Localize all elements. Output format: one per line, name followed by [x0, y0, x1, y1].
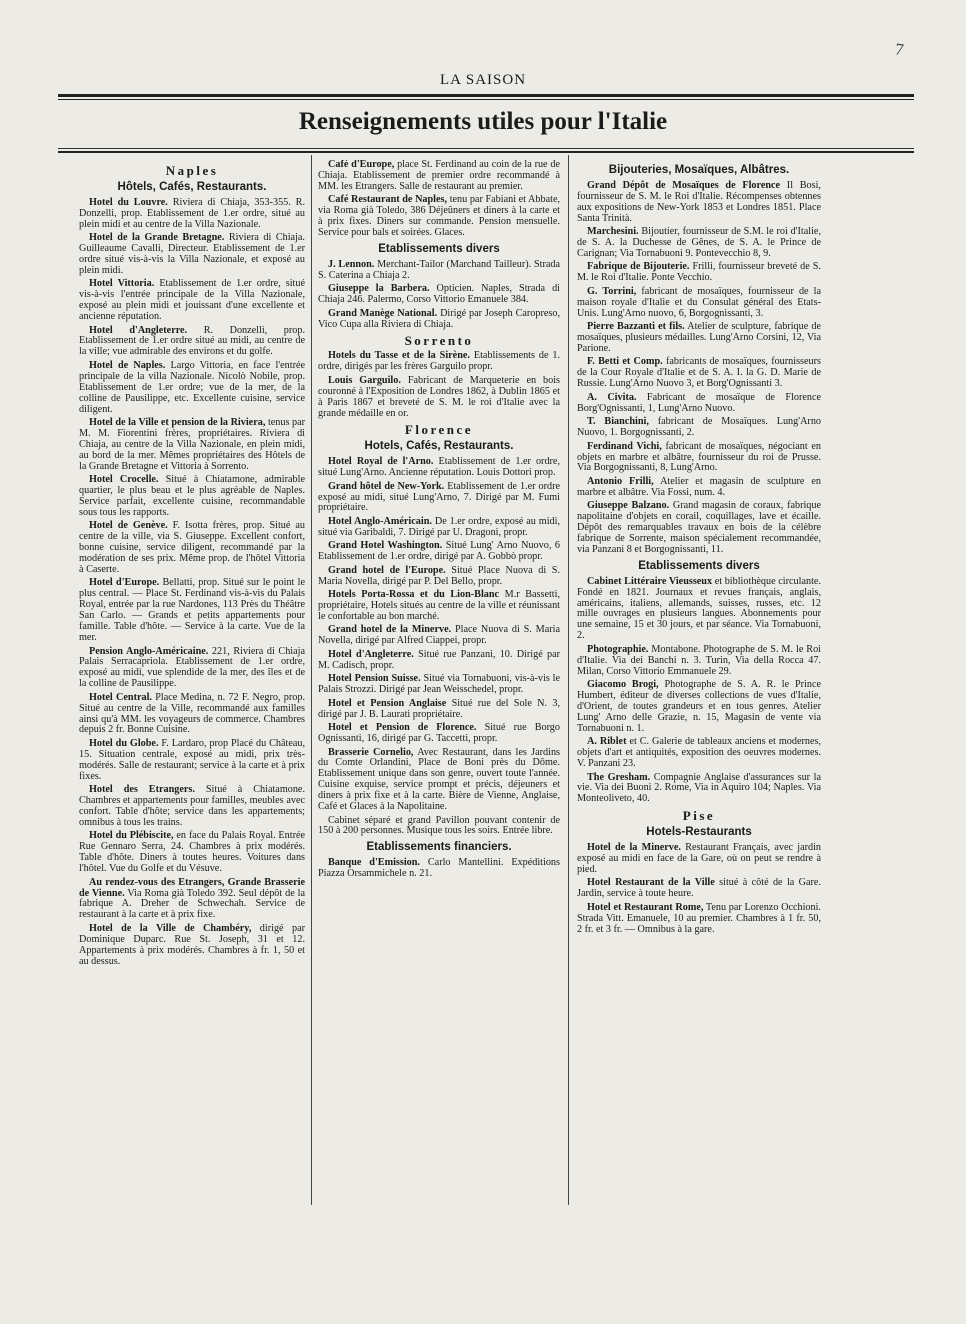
listing-text: F. Isotta frères, prop. Situé au centre de la ville, via S. Giuseppe. Excellent confort, bonne cuisine, service diligent, recommandé par la modération de ses prix. Même prop. de l'hôtel Vittoria à Caserte.: [79, 520, 305, 575]
listing-text: Situé à Chiatamone. Chambres et appartements pour familles, meubles avec confort. Table d'hôte; service dans les appartements; omnibus à tous les trains.: [79, 784, 305, 828]
listing-name: Hotel du Louvre.: [89, 196, 168, 208]
listing-entry: [79, 878, 305, 922]
listing-text: dirigé par Dominique Duparc. Rue St. Joseph, 31 et 12. Appartements à prix modérés. Chambres à fr. 1, 50 et au dessus.: [79, 922, 305, 967]
listing-name: Hotel de Naples.: [89, 359, 166, 371]
listing-name: Ferdinand Vichi,: [587, 440, 662, 452]
listing-name: Grand hôtel de New-York.: [328, 480, 445, 492]
listing-entry: [318, 284, 560, 306]
listing-name: Grand Manège National.: [328, 307, 438, 319]
listing-entry: [318, 260, 560, 282]
listing-entry: [577, 442, 821, 475]
listing-name: Hotel Restaurant de la Ville: [587, 877, 715, 889]
listing-name: Giuseppe Balzano.: [587, 500, 670, 512]
listing-text: fabricant de mosaïques, fournisseur de la maison royale d'Italie et du Consulat général des Etats-Unis. Lung'Arno nuovo, 6, Borgognissanti, 3.: [577, 285, 821, 319]
listing-text: fabricant de mosaïques, négociant en objets en marbre et albâtre, fournisseur du roi de Prusse. Via Borgognissanti, 8, Lung'Arno.: [577, 440, 821, 474]
listing-text: Fabricant de Marqueterie en bois couronné à l'Exposition de Londres 1862, à Dublin 1865 et à Paris 1867 et breveté de S. M. le roi d'Italie avec la grande médaille en or.: [318, 374, 560, 419]
listing-entry: [318, 858, 560, 880]
listing-entry: [79, 693, 305, 737]
listing-name: Banque d'Emission.: [328, 857, 420, 869]
listing-name: F. Betti et Comp.: [587, 356, 663, 368]
column-3: [577, 160, 821, 1240]
running-head: LA SAISON: [439, 72, 527, 88]
listing-text: Carlo Mantellini. Expéditions Piazza Orsammichele n. 21.: [318, 857, 560, 880]
listing-text: Frilli, fournisseur breveté de S. M. le Roi d'Italie. Ponte Vecchio.: [577, 261, 821, 284]
listing-text: Situé rue Panzani, 10. Dirigé par M. Cadisch, propr.: [318, 648, 560, 671]
listing-name: Antonio Frilli,: [587, 475, 654, 487]
page-number: 7: [893, 39, 905, 60]
listing-text: Grand magasin de coraux, fabrique napolitaine d'objets en corail, coquillages, lave et écaille. Dépôt des remarquables travaux en bois de la célèbre fabrique de Sorrente, maison spécialement recommandée, via Panzani 8 et Borgognissanti, 11.: [577, 500, 821, 555]
listing-name: Hotel Central.: [89, 691, 152, 703]
listing-entry: [79, 739, 305, 783]
listing-entry: [577, 357, 821, 390]
listing-text: en face du Palais Royal. Entrée Rue Gennaro Serra, 24. Chambres à prix modérés. Table d'hôte. Diners à toutes heures. Voitures dans l'hôtel. Vue du Golfe et du Vésuve.: [79, 830, 305, 875]
listing-text: F. Lardaro, prop Placé du Château, 15. Situation centrale, exposé au midi, prix très-modérés. Salle de restaurant; service à la carte et à prix fixes.: [79, 737, 305, 782]
title-rule-thick: [58, 151, 914, 153]
listing-entry: [79, 198, 305, 231]
column-divider: [568, 155, 569, 1205]
listing-entry: [577, 262, 821, 284]
listing-text: Place Nuova di S. Maria Novella, dirigé par Alfred Ciappei, propr.: [318, 624, 560, 647]
listing-text: et bibliothèque circulante. Fondé en 1821. Journaux et revues français, anglais, américains, italiens, allemands, suisses, russes, etc. 12 mille ouvrages en plusieurs langues. Abonnements pour une semaine, 15 et 30 jours, et par séance. Via Tornabuoni, 2.: [577, 575, 821, 642]
listing-text: tenus par M. M. Fiorentini frères, propriétaires. Riviera di Chiaja, au centre de la Villa Nazionale, en plein midi, au bord de la mer. Mêmes propriétaires des Hôtels de la Grande Bretagne et Vittoria à Sorrento.: [79, 417, 305, 472]
listing-entry: [577, 417, 821, 439]
listing-text: Photographe de S. A. R. le Prince Humbert, éditeur de diverses collections de vues d'Italie, d'Orient, de toutes grandeurs et en tous genres. Atelier Lung' Arno delle Grazie, n. 15, Magasin de vente via Tornabuoni n. 1.: [577, 679, 821, 734]
listing-text: Riviera di Chiaja, 353-355. R. Donzelli, prop. Etablissement de 1.er ordre, situé au plein midi et au centre de la Villa Nazionale.: [79, 196, 305, 230]
listing-name: Café Restaurant de Naples,: [328, 194, 448, 206]
listing-entry: [318, 195, 560, 239]
listing-entry: [318, 699, 560, 721]
listing-entry: [318, 541, 560, 563]
listing-entry: [318, 160, 560, 193]
listing-entry: [577, 393, 821, 415]
listing-text: M.r Bassetti, propriétaire, Hotels situés au centre de la ville et réunissant le confortable au bon marché.: [318, 589, 560, 622]
listing-name: Hotel Crocelle.: [89, 474, 159, 486]
city-heading: Sorrento: [404, 333, 474, 349]
listing-text: place St. Ferdinand au coin de la rue de Chiaja. Etablissement de premier ordre recommandé à MM. les Etrangers. Salle de restaurant au premier.: [318, 160, 560, 192]
listing-entry: [79, 924, 305, 968]
page-title: Renseignements utiles pour l'Italie: [298, 108, 668, 135]
listing-name: Hotel et Pension Anglaise: [328, 697, 447, 709]
listing-entry: [318, 351, 560, 373]
listing-text: Avec Restaurant, dans les Jardins du Comte Orlandini, Place de Boni près du Dôme. Etablissement unique dans son genre, ouvert toute l'année. Cuisine exquise, service prompt et précis, déjeuners et diners à prix fixe et à la carte. Bière de Vienne, Anglaise, Café et Glaces à la Napolitaine.: [318, 746, 560, 813]
listing-entry: [318, 517, 560, 539]
listing-name: Hotel de Genève.: [89, 520, 168, 532]
listing-name: Louis Garguilo.: [328, 374, 401, 386]
top-rule-thick: [58, 94, 914, 97]
listing-name: Café d'Europe,: [328, 160, 395, 170]
listing-entry: [577, 645, 821, 678]
city-heading: Pise: [682, 808, 716, 824]
listing-entry: [318, 748, 560, 813]
section-heading: Etablissements financiers.: [366, 841, 512, 854]
listing-entry: [577, 843, 821, 876]
listing-name: Hotel d'Angleterre.: [89, 324, 188, 336]
listing-entry: [318, 376, 560, 420]
listing-name: Hotel et Restaurant Rome,: [587, 901, 704, 913]
column-1: [79, 160, 305, 1240]
title-rule-thin: [58, 148, 914, 149]
listing-name: Grand Dépôt de Mosaïques de Florence: [587, 179, 781, 191]
listing-name: Grand hotel de la Minerve.: [328, 624, 452, 636]
listing-text: Etablissements de 1. ordre, dirigés par les frères Garguilo propr.: [318, 350, 560, 373]
listing-text: Situé Place Nuova di S. Maria Novella, dirigé par P. Del Bello, propr.: [318, 564, 560, 587]
listing-text: Opticien. Naples, Strada di Chiaja 246. Palermo, Corso Vittorio Emanuele 384.: [318, 283, 560, 306]
listing-name: Giacomo Brogi,: [587, 679, 659, 691]
listing-text: Situé rue del Sole N. 3, dirigé par J. B. Laurati propriétaire.: [318, 697, 560, 720]
listing-name: Hotel du Globe.: [89, 737, 159, 749]
listing-text: fabricant de Mosaïques. Lung'Arno Nuovo, 1. Borgognissanti, 2.: [577, 416, 821, 439]
listing-entry: [318, 625, 560, 647]
listing-name: Pension Anglo-Américaine.: [89, 645, 209, 657]
listing-text: Etablissement de 1.er ordre, situé Lung'Arno. Ancienne réputation. Louis Dottori prop.: [318, 456, 560, 479]
listing-entry: [79, 361, 305, 416]
listing-entry: [577, 680, 821, 735]
listing-name: Hotel d'Angleterre.: [328, 648, 414, 660]
listing-entry: [79, 326, 305, 359]
listing-text: Largo Vittoria, en face l'entrée principale de la villa Nazionale. Nicolò Nobile, prop. Etablissement de 1.er ordre; vue de la mer, de la colline de Pausilippe, etc. Excellente cuisine, service diligent.: [79, 359, 305, 415]
listing-name: Hotel de la Minerve.: [587, 842, 681, 854]
paragraph: Cabinet séparé et grand Pavillon pouvant contenir de 150 à 200 personnes. Musique tous les soirs. Entrée libre.: [318, 814, 560, 837]
listing-entry: [318, 457, 560, 479]
listing-entry: [79, 831, 305, 875]
section-heading: Hotels-Restaurants: [646, 826, 752, 839]
listing-text: R. Donzelli, prop. Etablissement de 1.er ordre situé au midi, au centre de la ville; vue admirable des environs et du golfe.: [79, 324, 305, 358]
listing-name: Brasserie Cornelio,: [328, 746, 414, 758]
listing-entry: [577, 181, 821, 225]
section-heading: Hôtels, Cafés, Restaurants.: [117, 180, 267, 193]
listing-text: 221, Riviera di Chiaja Palais Serracapriola. Etablissement de 1.er ordre, exposé au midi, vue splendide de la mer, des îles et de la colline de Pausilippe.: [79, 645, 305, 690]
listing-text: tenu par Fabiani et Abbate, via Roma già Toledo, 386 Déjeûners et diners à la carte et à prix fixes. Diners sur commande. Pension mensuelle. Service pour bals et soirées. Glaces.: [318, 194, 560, 239]
column-2: [318, 160, 560, 1240]
listing-entry: [577, 773, 821, 806]
listing-text: Bellatti, prop. Situé sur le point le plus central. — Place St. Ferdinand vis-à-vis du Palais Royal, entrée par la rue Nardones, 113 Près du Théâtre San Carlo. — Grands et petits appartements pour famille. Table d'hôte. — Service à la carte. Vue de la mer.: [79, 577, 305, 643]
listing-text: De 1.er ordre, exposé au midi, situé via Garibaldi, 7. Dirigé par U. Dragoni, propr.: [318, 515, 560, 538]
listing-text: Situé rue Borgo Ognissanti, 16, dirigé par G. Taccetti, propr.: [318, 722, 560, 744]
section-heading: Hotels, Cafés, Restaurants.: [364, 440, 514, 453]
listing-entry: [79, 279, 305, 323]
listing-name: Hotels du Tasse et de la Sirène.: [328, 350, 470, 362]
listing-entry: [318, 309, 560, 331]
listing-text: Bijoutier, fournisseur de S.M. le roi d'Italie, de S. A. la Duchesse de Gênes, de S. A. le Prince de Carignan; Via Tornabuoni 9. Pontevecchio 8, 9.: [577, 226, 821, 259]
listing-entry: [577, 477, 821, 499]
listing-entry: [577, 903, 821, 936]
listing-text: et C. Galerie de tableaux anciens et modernes, objets d'art et antiquités, exposition des oeuvres modernes. V. Panzani 23.: [577, 736, 821, 770]
listing-entry: [318, 723, 560, 745]
listing-text: Riviera di Chiaja. Guilleaume Cavalli, Directeur. Etablissement de 1.er ordre situé vis-à-vis la Villa Nazionale, et exposé au plein midi.: [79, 232, 305, 276]
listing-text: Situé via Tornabuoni, vis-à-vis le Palais Strozzi. Dirigé par Jean Weisschedel, propr.: [318, 673, 560, 696]
section-heading: Etablissements divers: [378, 242, 500, 255]
listing-text: Il Bosi, fournisseur de S. M. le Roi d'Italie. Récompenses obtennes aux expositions de New-York 1853 et Londres 1851. Place Santa Trinità.: [577, 179, 821, 224]
listing-name: Hotel d'Europe.: [89, 577, 160, 589]
listing-name: T. Bianchini,: [587, 416, 649, 428]
listing-text: Merchant-Tailor (Marchand Tailleur). Strada S. Caterina a Chiaja 2.: [318, 258, 560, 281]
listing-text: Situé à Chiatamone, admirable quartier, le plus beau et le plus agréable de Naples. Service parfait, excellente cuisine, recommandable sous tous les rapports.: [79, 474, 305, 518]
listing-name: Marchesini.: [587, 226, 639, 238]
listing-entry: [79, 233, 305, 277]
listing-name: Hotel du Plébiscite,: [89, 830, 174, 842]
listing-text: Compagnie Anglaise d'assurances sur la vie. Via dei Buoni 2. Rome, Via in Aquiro 104; Naples. Via Monteoliveto, 40.: [577, 771, 821, 805]
listing-text: Via Roma già Toledo 392. Seul dépôt de la fabrique A. Dreher de Schwechah. Service de restaurant à la carte et à prix fixe.: [79, 887, 305, 921]
listing-text: Tenu par Lorenzo Occhioni. Strada Vitt. Emanuele, 10 au premier. Chambres à 1 fr. 50, 2 fr. et 3 fr. — Omnibus à la gare.: [577, 901, 821, 935]
listing-name: J. Lennon.: [328, 258, 375, 270]
listing-text: Atelier et magasin de sculpture en marbre et albâtre. Via Fossi, num. 4.: [577, 475, 821, 498]
column-divider: [311, 155, 312, 1205]
listing-name: Fabrique de Bijouterie.: [587, 261, 690, 273]
section-heading: Etablissements divers: [638, 559, 760, 572]
listing-entry: [79, 647, 305, 691]
listing-text: situé à côté de la Gare. Jardin, service à toute heure.: [577, 877, 821, 900]
city-heading: Naples: [165, 163, 219, 178]
listing-name: Pierre Bazzanti et fils.: [587, 321, 685, 333]
listing-name: Hotel Pension Suisse.: [328, 673, 421, 685]
listing-name: Photographie.: [587, 643, 649, 655]
listing-entry: [79, 578, 305, 643]
listing-name: Hotel de la Ville de Chambéry,: [89, 922, 252, 934]
listing-entry: [79, 785, 305, 829]
listing-text: fabricants de mosaïques, fournisseurs de la Cour Royale d'Italie et de S. A. I. la G. D. Marie de Russie. Lung'Arno Nuovo 3, et Borg'Ognissanti 3.: [577, 356, 821, 390]
listing-name: Hotel Royal de l'Arno.: [328, 456, 434, 468]
listing-text: Atelier de sculpture, fabrique de mosaïques, plusieurs médailles. Lung'Arno Corsini, 12, Via Parione.: [577, 321, 821, 354]
listing-entry: [79, 418, 305, 473]
listing-entry: [318, 482, 560, 515]
listing-text: Restaurant Français, avec jardin exposé au midi en face de la Gare, où on peut se rendre à pied.: [577, 842, 821, 875]
listing-name: Hotel de la Grande Bretagne.: [89, 232, 225, 244]
listing-name: Hotels Porta-Rossa et du Lion-Blanc: [328, 589, 500, 601]
listing-text: Montabone. Photographe de S. M. le Roi d'Italie. Via dei Banchi n. 3. Turin, Via della Rocca 47. Milan, Corso Vittorio Emmanuele 29.: [577, 643, 821, 677]
listing-entry: [577, 577, 821, 642]
listing-entry: [577, 287, 821, 320]
listing-text: Fabricant de mosaïque de Florence Borg'Ognissanti, 1, Lung'Arno Nuovo.: [577, 391, 821, 414]
listing-name: Hotel Vittoria.: [89, 278, 155, 290]
listing-entry: [577, 227, 821, 260]
listing-name: A. Riblet: [587, 736, 627, 748]
listing-entry: [318, 674, 560, 696]
listing-name: The Gresham.: [587, 771, 651, 783]
listing-text: Place Medina, n. 72 F. Negro, prop. Situé au centre de la Ville, recommandé aux familles ainsi qu'à MM. les voyageurs de commerce. Chambres depuis 2 fr. Bonne Cuisine.: [79, 691, 305, 736]
listing-name: G. Torrini,: [587, 285, 637, 297]
listing-name: Grand hotel de l'Europe.: [328, 564, 446, 576]
listing-entry: [577, 322, 821, 355]
listing-entry: [577, 737, 821, 770]
top-rule-thin: [58, 99, 914, 100]
listing-name: Au rendez-vous des Etrangers, Grande Brasserie de Vienne.: [79, 876, 305, 899]
listing-name: Giuseppe la Barbera.: [328, 283, 430, 295]
city-heading: Florence: [404, 422, 474, 438]
listing-name: Hotel de la Ville et pension de la Riviera,: [89, 417, 266, 428]
listing-text: Dirigé par Joseph Caropreso, Vico Cupa alla Riviera di Chiaja.: [318, 307, 560, 330]
listing-entry: [577, 878, 821, 900]
listing-name: Hotel Anglo-Américain.: [328, 515, 432, 527]
listing-text: Situé Lung' Arno Nuovo, 6 Etablissement de 1.er ordre, dirigé par A. Gobbò propr.: [318, 540, 560, 563]
listing-entry: [318, 650, 560, 672]
listing-entry: [318, 566, 560, 588]
section-heading: Bijouteries, Mosaïques, Albâtres.: [608, 164, 790, 176]
listing-name: Hotel et Pension de Florence.: [328, 722, 477, 734]
listing-entry: [318, 590, 560, 623]
listing-name: Hotel des Etrangers.: [89, 784, 195, 796]
listing-text: Etablissement de 1.er ordre exposé au midi, situé Lung'Arno, 7. Dirigé par M. Fumi propriétaire.: [318, 480, 560, 514]
listing-entry: [577, 501, 821, 556]
listing-name: A. Civita.: [587, 391, 637, 403]
listing-entry: [79, 521, 305, 576]
listing-name: Cabinet Littéraire Vieusseux: [587, 575, 713, 587]
listing-text: Etablissement de 1.er ordre, situé vis-à-vis l'entrée principale de la Villa Nazionale, exposé au plein midi et jouissant d'une excellente et ancienne réputation.: [79, 278, 305, 323]
listing-entry: [79, 475, 305, 519]
listing-name: Grand Hotel Washington.: [328, 540, 443, 552]
